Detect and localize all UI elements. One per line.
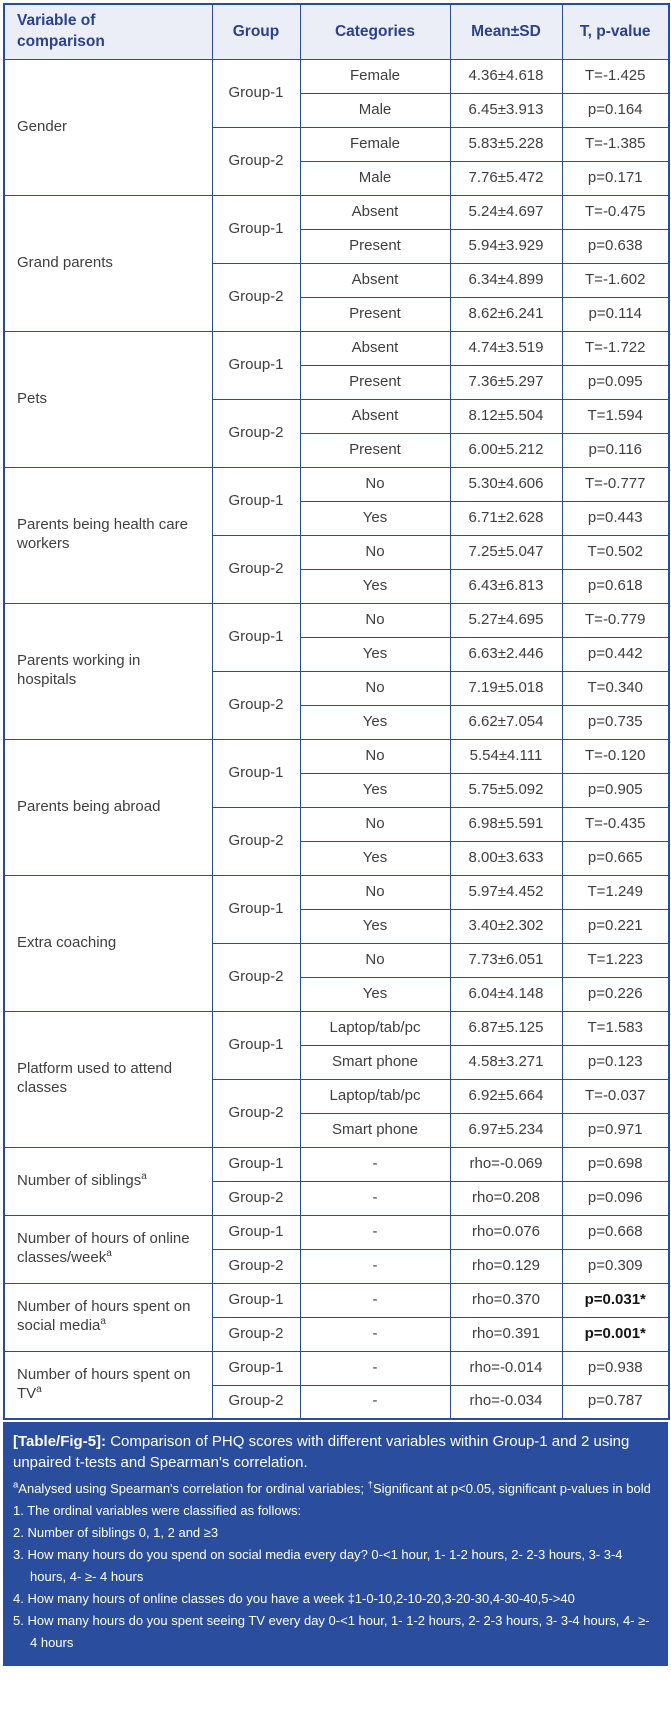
category-cell: No [300,603,450,637]
comparison-table [3,3,670,1420]
t-p-value-cell: T=-0.777 [562,467,669,501]
category-cell: Male [300,161,450,195]
variable-cell: Pets [4,331,212,467]
mean-sd-cell: 6.45±3.913 [450,93,562,127]
header-group: Group [212,4,300,59]
mean-sd-cell: rho=-0.069 [450,1147,562,1181]
mean-sd-cell: 6.43±6.813 [450,569,562,603]
mean-sd-cell: rho=0.129 [450,1249,562,1283]
caption-text: Comparison of PHQ scores with different variables within Group-1 and 2 using unpaired t-tests and Spearman's correlation. [13,1433,630,1472]
table-row [4,875,669,909]
mean-sd-cell: 6.92±5.664 [450,1079,562,1113]
table-row [4,59,669,93]
footnote-marker: a [36,1383,42,1395]
category-cell: - [300,1385,450,1419]
t-p-value-cell: T=-0.779 [562,603,669,637]
group-cell: Group-2 [212,1249,300,1283]
t-p-value-cell: T=1.594 [562,399,669,433]
mean-sd-cell: 5.75±5.092 [450,773,562,807]
group-cell: Group-1 [212,1147,300,1181]
table-row [4,739,669,773]
group-cell: Group-2 [212,943,300,1011]
category-cell: Yes [300,977,450,1011]
mean-sd-cell: 4.58±3.271 [450,1045,562,1079]
footnote-text: Analysed using Spearman's correlation for ordinal variables; [18,1480,368,1496]
t-p-value-cell: p=0.698 [562,1147,669,1181]
category-cell: Laptop/tab/pc [300,1011,450,1045]
mean-sd-cell: 8.00±3.633 [450,841,562,875]
mean-sd-cell: 6.34±4.899 [450,263,562,297]
mean-sd-cell: 5.94±3.929 [450,229,562,263]
category-cell: Absent [300,195,450,229]
variable-cell: Number of hours of online classes/week$^a$ [4,1215,212,1283]
t-p-value-cell: T=0.502 [562,535,669,569]
mean-sd-cell: 6.63±2.446 [450,637,562,671]
t-p-value-cell: p=0.618 [562,569,669,603]
table-row [4,1011,669,1045]
group-cell: Group-1 [212,467,300,535]
t-p-value-cell: p=0.164 [562,93,669,127]
category-cell: No [300,535,450,569]
mean-sd-cell: 6.71±2.628 [450,501,562,535]
footnote-line [13,1478,654,1500]
group-cell: Group-2 [212,535,300,603]
t-p-value-cell: T=-0.120 [562,739,669,773]
t-p-value-cell: p=0.095 [562,365,669,399]
category-cell: - [300,1147,450,1181]
table-row [4,1147,669,1181]
variable-cell: Extra coaching [4,875,212,1011]
mean-sd-cell: 8.12±5.504 [450,399,562,433]
note-item: 1. The ordinal variables were classified as follows: [13,1502,302,1518]
mean-sd-cell: rho=-0.014 [450,1351,562,1385]
t-p-value-cell: T=0.340 [562,671,669,705]
header-t-p-value: T, p-value [562,4,669,59]
t-p-value-cell: p=0.001* [562,1317,669,1351]
group-cell: Group-2 [212,1385,300,1419]
table-row [4,1215,669,1249]
group-cell: Group-2 [212,1181,300,1215]
category-cell: Present [300,365,450,399]
mean-sd-cell: 5.83±5.228 [450,127,562,161]
group-cell: Group-1 [212,875,300,943]
category-cell: - [300,1283,450,1317]
mean-sd-cell: 5.24±4.697 [450,195,562,229]
mean-sd-cell: 8.62±6.241 [450,297,562,331]
category-cell: No [300,943,450,977]
category-cell: Yes [300,501,450,535]
t-p-value-cell: p=0.443 [562,501,669,535]
mean-sd-cell: 7.76±5.472 [450,161,562,195]
footnote-rest: Significant at p<0.05, significant p-values in bold [372,1480,651,1496]
mean-sd-cell: rho=0.370 [450,1283,562,1317]
footnote-marker: a [141,1170,147,1182]
category-cell: - [300,1215,450,1249]
category-cell: Absent [300,331,450,365]
category-cell: Smart phone [300,1045,450,1079]
table-row [4,331,669,365]
category-cell: Yes [300,705,450,739]
variable-cell: Number of hours spent on social media$^a$ [4,1283,212,1351]
group-cell: Group-1 [212,1283,300,1317]
table-row [4,1283,669,1317]
category-cell: No [300,807,450,841]
t-p-value-cell: T=1.249 [562,875,669,909]
t-p-value-cell: T=-0.037 [562,1079,669,1113]
t-p-value-cell: p=0.096 [562,1181,669,1215]
mean-sd-cell: 6.62±7.054 [450,705,562,739]
t-p-value-cell: p=0.665 [562,841,669,875]
variable-cell: Parents being abroad [4,739,212,875]
category-cell: Male [300,93,450,127]
t-p-value-cell: p=0.031* [562,1283,669,1317]
table-row [4,1351,669,1385]
caption-label: [Table/Fig-5]: [13,1433,107,1450]
group-cell: Group-2 [212,1079,300,1147]
group-cell: Group-1 [212,1215,300,1249]
mean-sd-cell: rho=0.208 [450,1181,562,1215]
mean-sd-cell: rho=0.391 [450,1317,562,1351]
t-p-value-cell: T=1.223 [562,943,669,977]
mean-sd-cell: 7.25±5.047 [450,535,562,569]
table-body [4,59,669,1419]
category-cell: Yes [300,773,450,807]
t-p-value-cell: T=1.583 [562,1011,669,1045]
t-p-value-cell: T=-0.435 [562,807,669,841]
header-variable-label: Variable of comparison [17,11,105,50]
t-p-value-cell: p=0.638 [562,229,669,263]
header-categories: Categories [300,4,450,59]
category-cell: Female [300,127,450,161]
t-p-value-cell: T=-0.475 [562,195,669,229]
header-row [4,4,669,59]
group-cell: Group-1 [212,603,300,671]
note-item: 5. How many hours do you spent seeing TV every day 0-<1 hour, 1- 1-2 hours, 2- 2-3 hours, 3- 3-4 hours, 4- ≥- 4 hours [13,1613,650,1651]
t-p-value-cell: p=0.442 [562,637,669,671]
mean-sd-cell: 5.97±4.452 [450,875,562,909]
t-p-value-cell: p=0.735 [562,705,669,739]
category-cell: Yes [300,841,450,875]
footnote-marker-a: a [13,1479,19,1491]
category-cell: Laptop/tab/pc [300,1079,450,1113]
note-item: 4. How many hours of online classes do you have a week ‡1-0-10,2-10-20,3-20-30,4-30-40,5->40 [13,1591,575,1607]
t-p-value-cell: p=0.938 [562,1351,669,1385]
footnote-marker: a [106,1248,112,1259]
dagger-marker: † [367,1479,373,1491]
category-cell: Smart phone [300,1113,450,1147]
category-cell: Present [300,433,450,467]
header-variable-of-comparison [4,4,212,59]
category-cell: No [300,875,450,909]
note-item: 2. Number of siblings 0, 1, 2 and ≥3 [13,1524,219,1540]
group-cell: Group-1 [212,331,300,399]
mean-sd-cell: 6.04±4.148 [450,977,562,1011]
group-cell: Group-1 [212,739,300,807]
note-item: 3. How many hours do you spend on social media every day? 0-<1 hour, 1- 1-2 hours, 2- 2-3 hours, 3- 3-4 hours, 4- ≥- 4 hours [13,1546,623,1584]
t-p-value-cell: p=0.971 [562,1113,669,1147]
table-caption [13,1431,654,1474]
category-cell: Yes [300,569,450,603]
table-row [4,603,669,637]
group-cell: Group-2 [212,127,300,195]
table-row [4,195,669,229]
group-cell: Group-1 [212,195,300,263]
group-cell: Group-1 [212,1011,300,1079]
mean-sd-cell: 6.98±5.591 [450,807,562,841]
mean-sd-cell: 7.73±6.051 [450,943,562,977]
category-cell: Female [300,59,450,93]
t-p-value-cell: p=0.114 [562,297,669,331]
t-p-value-cell: p=0.171 [562,161,669,195]
mean-sd-cell: 5.27±4.695 [450,603,562,637]
mean-sd-cell: 7.19±5.018 [450,671,562,705]
category-cell: No [300,671,450,705]
group-cell: Group-1 [212,59,300,127]
t-p-value-cell: p=0.309 [562,1249,669,1283]
t-p-value-cell: p=0.668 [562,1215,669,1249]
category-cell: No [300,739,450,773]
variable-cell: Parents being health care workers [4,467,212,603]
t-p-value-cell: p=0.226 [562,977,669,1011]
caption-box [3,1422,668,1666]
variable-cell: Parents working in hospitals [4,603,212,739]
t-p-value-cell: T=-1.385 [562,127,669,161]
category-cell: Present [300,297,450,331]
variable-cell: Gender [4,59,212,195]
category-cell: No [300,467,450,501]
variable-cell: Number of siblings$^a$ [4,1147,212,1215]
mean-sd-cell: 4.74±3.519 [450,331,562,365]
category-cell: Absent [300,399,450,433]
variable-cell: Grand parents [4,195,212,331]
group-cell: Group-2 [212,807,300,875]
category-cell: - [300,1351,450,1385]
notes-list [13,1500,654,1655]
mean-sd-cell: 4.36±4.618 [450,59,562,93]
category-cell: Yes [300,909,450,943]
t-p-value-cell: T=-1.602 [562,263,669,297]
group-cell: Group-2 [212,263,300,331]
mean-sd-cell: 6.00±5.212 [450,433,562,467]
category-cell: Yes [300,637,450,671]
table-row [4,467,669,501]
mean-sd-cell: rho=-0.034 [450,1385,562,1419]
t-p-value-cell: p=0.116 [562,433,669,467]
t-p-value-cell: T=-1.425 [562,59,669,93]
group-cell: Group-2 [212,1317,300,1351]
mean-sd-cell: rho=0.076 [450,1215,562,1249]
category-cell: Absent [300,263,450,297]
mean-sd-cell: 5.30±4.606 [450,467,562,501]
t-p-value-cell: p=0.221 [562,909,669,943]
mean-sd-cell: 3.40±2.302 [450,909,562,943]
variable-cell: Platform used to attend classes [4,1011,212,1147]
t-p-value-cell: p=0.787 [562,1385,669,1419]
t-p-value-cell: p=0.905 [562,773,669,807]
t-p-value-cell: T=-1.722 [562,331,669,365]
category-cell: Present [300,229,450,263]
t-p-value-cell: p=0.123 [562,1045,669,1079]
category-cell: - [300,1249,450,1283]
category-cell: - [300,1181,450,1215]
group-cell: Group-2 [212,671,300,739]
mean-sd-cell: 7.36±5.297 [450,365,562,399]
mean-sd-cell: 6.97±5.234 [450,1113,562,1147]
mean-sd-cell: 5.54±4.111 [450,739,562,773]
category-cell: - [300,1317,450,1351]
mean-sd-cell: 6.87±5.125 [450,1011,562,1045]
header-mean-sd: Mean±SD [450,4,562,59]
footnote-marker: a [100,1316,106,1327]
variable-cell: Number of hours spent on $TV^a$ [4,1351,212,1419]
table-header [4,4,669,59]
group-cell: Group-2 [212,399,300,467]
group-cell: Group-1 [212,1351,300,1385]
